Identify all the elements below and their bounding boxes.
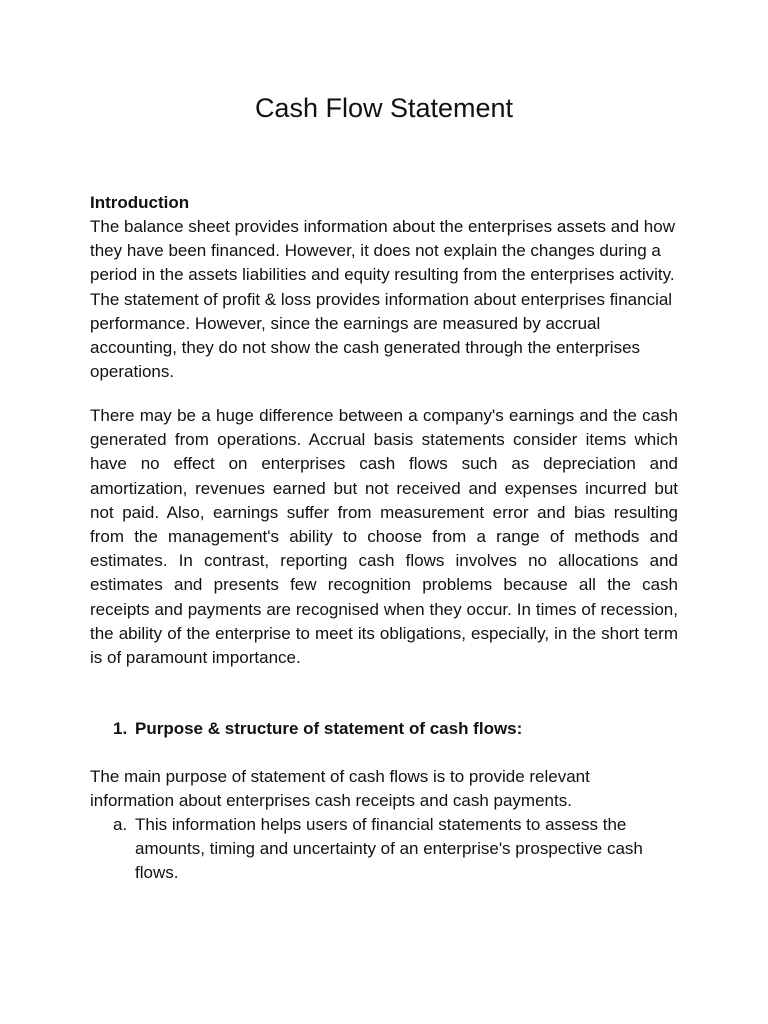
section-1-subitem-a xyxy=(113,813,678,886)
section-1-heading-text: Purpose & structure of statement of cash flows: xyxy=(135,719,523,738)
section-1-number: 1. xyxy=(113,719,128,738)
subitem-marker: a. xyxy=(113,815,128,834)
section-1-paragraph: The main purpose of statement of cash flows is to provide relevant information about enterprises cash receipts and cash payments. xyxy=(90,767,590,811)
introduction-heading: Introduction xyxy=(90,193,190,212)
subitem-text: This information helps users of financial statements to assess the amounts, timing and uncertainty of an enterprise's prospective cash flows. xyxy=(135,815,643,883)
introduction-paragraph-2: There may be a huge difference between a company's earnings and the cash generated from operations. Accrual basis statements consider items which have no effect on enterprises cash flows such as depreciation and amortization, revenues earned but not received and expenses incurred but not paid. Also, earnings suffer from measurement error and bias resulting from the management's ability to choose from a range of methods and estimates. In contrast, reporting cash flows involves no allocations and estimates and presents few recognition problems because all the cash receipts and payments are recognised when they occur. In times of recession, the ability of the enterprise to meet its obligations, especially, in the short term is of paramount importance. xyxy=(90,406,678,668)
introduction-paragraph-1: The balance sheet provides information about the enterprises assets and how they have been financed. However, it does not explain the changes during a period in the assets liabilities and equity resulting from the enterprises activity. The statement of profit & loss provides information about enterprises financial performance. However, since the earnings are measured by accrual accounting, they do not show the cash generated through the enterprises operations. xyxy=(90,217,675,382)
section-1-heading xyxy=(113,717,522,741)
document-title: Cash Flow Statement xyxy=(254,93,514,123)
